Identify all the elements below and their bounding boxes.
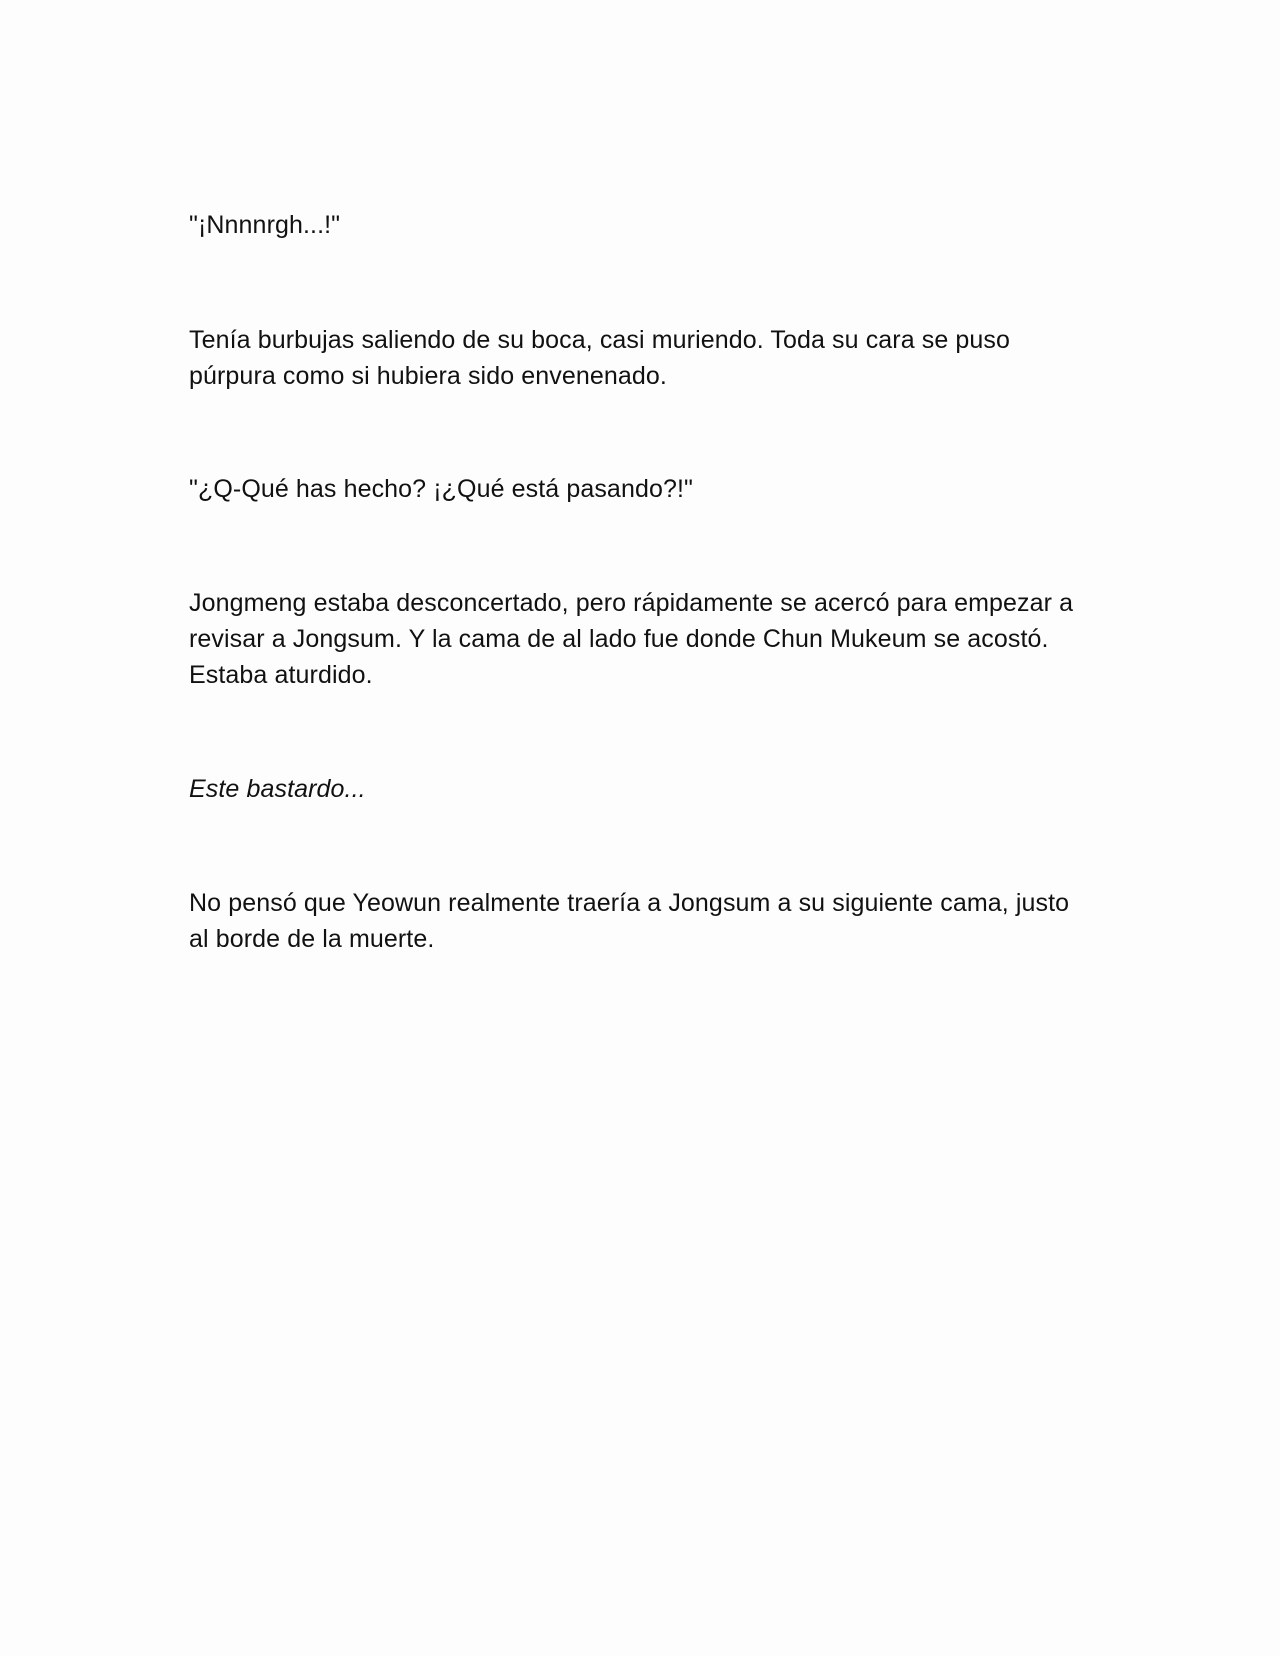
dialogue-paragraph: "¡Nnnnrgh...!" [189, 211, 341, 239]
dialogue-paragraph: "¿Q-Qué has hecho? ¡¿Qué está pasando?!" [189, 475, 693, 503]
thought-paragraph: Este bastardo... [189, 775, 366, 803]
narration-paragraph: Jongmeng estaba desconcertado, pero rápidamente se acercó para empezar a revisar a Jongsum. Y la cama de al lado fue donde Chun Mukeum se acostó. Estaba aturdido. [189, 589, 1074, 689]
narration-paragraph: Tenía burbujas saliendo de su boca, casi muriendo. Toda su cara se puso púrpura como si hubiera sido envenenado. [189, 326, 1011, 390]
narration-paragraph: No pensó que Yeowun realmente traería a Jongsum a su siguiente cama, justo al borde de la muerte. [189, 889, 1070, 953]
